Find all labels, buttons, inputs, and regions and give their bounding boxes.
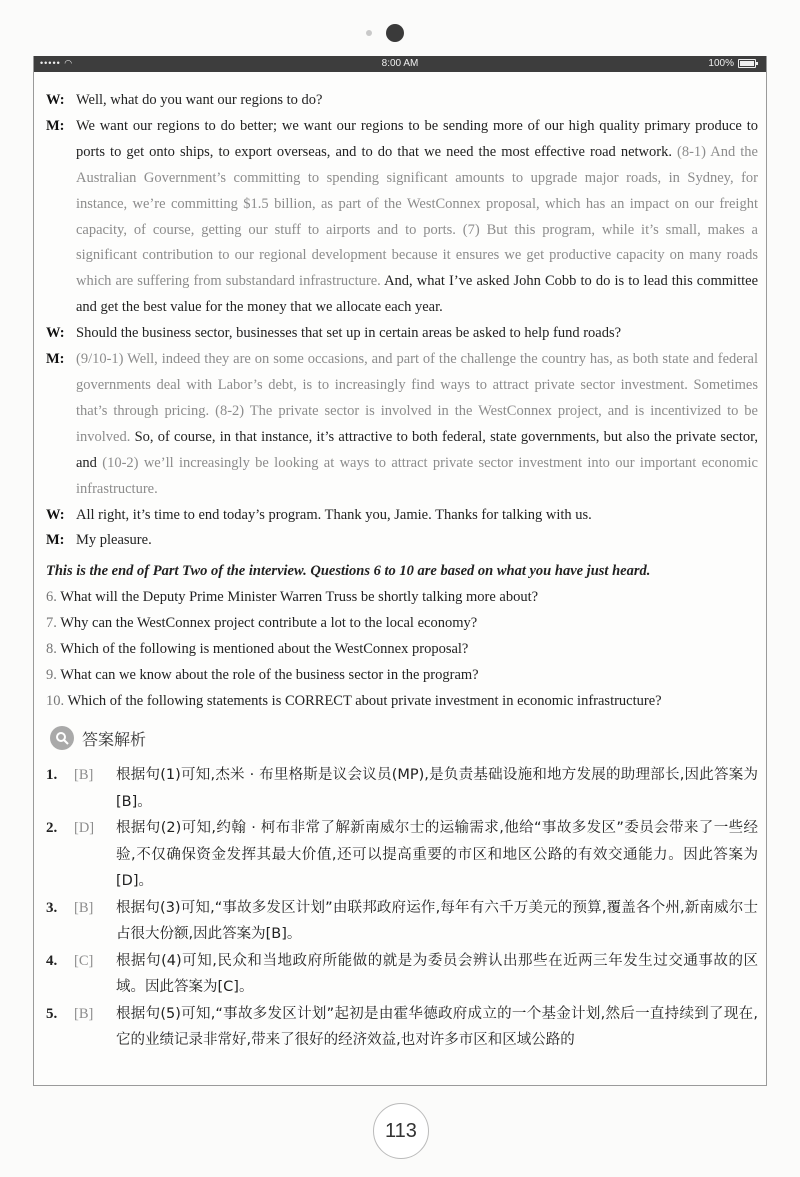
answer-item: [46, 815, 758, 895]
dialogue-text: So, of course, in that instance, it’s attractive to both federal, state governments, but also the private sector, and: [76, 428, 758, 471]
question-text: Which of the following is mentioned about the WestConnex proposal?: [60, 641, 469, 658]
dialogue-text: Should the business sector, businesses that set up in certain areas be asked to help fund roads?: [76, 325, 622, 342]
dialogue-text: (9/10-1) Well, indeed they are on some occasions, and part of the challenge the country has, as both state and federal governments deal with Labor’s debt, is to increasingly find ways to attract private sector investment. Sometimes that’s through pricing. (8-2) The private sector is involved in the WestConnex project, and is incentivized to be involved.: [76, 351, 758, 445]
dialogue-text: My pleasure.: [76, 532, 152, 549]
question-item: [46, 662, 758, 688]
dialogue-text: (10-2) we’ll increasingly be looking at ways to attract private sector investment into our important economic infrastructure.: [76, 454, 758, 497]
device-camera: [0, 22, 800, 44]
answers-title: 答案解析: [82, 729, 147, 749]
speaker-label: W:: [46, 92, 65, 108]
answer-letter: [C]: [74, 952, 94, 969]
dialogue-text: (8-1) And the Australian Government’s committing to spending significant amounts to upgrade major roads, in Sydney, for instance, we’re committing $1.5 billion, as part of the WestConnex proposal, which has an impact on our freight capacity, of course, getting our stuff to airports and to ports. (7) But this program, while it’s small, makes a significant contribution to our regional development because it ensures we get productive capacity on many roads which are suffering from substandard infrastructure.: [76, 143, 758, 290]
speaker-label: W:: [46, 325, 65, 342]
page-number: 113: [373, 1103, 429, 1159]
dialogue-text: All right, it’s time to end today’s program. Thank you, Jamie. Thanks for talking with us.: [76, 506, 592, 523]
answer-letter: [B]: [74, 899, 94, 916]
question-number: 7.: [46, 615, 57, 632]
answer-letter: [B]: [74, 1005, 94, 1022]
sensor-dot: [366, 30, 372, 36]
answer-item: [46, 948, 758, 1001]
dialogue-line: [46, 503, 758, 529]
answer-list: [46, 762, 758, 1054]
battery-percent: 100%: [708, 58, 734, 69]
answer-item: [46, 762, 758, 815]
answer-explanation: 根据句(1)可知,杰米 · 布里格斯是议会议员(MP),是负责基础设施和地方发展的助理部长,因此答案为[B]。: [116, 767, 758, 810]
dialogue-line: [46, 321, 758, 347]
speaker-label: W:: [46, 506, 65, 523]
answer-explanation: 根据句(5)可知,“事故多发区计划”起初是由霍华德政府成立的一个基金计划,然后一直持续到了现在,它的业绩记录非常好,带来了很好的经济效益,也对许多市区和区域公路的: [116, 1005, 758, 1049]
question-item: [46, 610, 758, 636]
answers-header: [46, 722, 758, 754]
dialogue-line: [46, 88, 758, 114]
answer-number: 3.: [46, 899, 58, 916]
answer-explanation: 根据句(2)可知,约翰 · 柯布非常了解新南威尔士的运输需求,他给“事故多发区”委员会带来了一些经验,不仅确保资金发挥其最大价值,还可以提高重要的市区和地区公路的有效交通能力。因此答案为[D]。: [116, 820, 758, 890]
answer-number: 2.: [46, 820, 58, 837]
answer-number: 5.: [46, 1005, 58, 1022]
dialogue-transcript: [46, 88, 758, 554]
question-text: Why can the WestConnex project contribute a lot to the local economy?: [60, 615, 478, 632]
answer-explanation: 根据句(3)可知,“事故多发区计划”由联邦政府运作,每年有六千万美元的预算,覆盖各个州,新南威尔士占很大份额,因此答案为[B]。: [116, 899, 758, 943]
answer-item: [46, 1001, 758, 1054]
answer-letter: [D]: [74, 820, 95, 837]
speaker-label: M:: [46, 117, 65, 134]
question-item: [46, 636, 758, 662]
question-list: [46, 584, 758, 714]
question-text: What will the Deputy Prime Minister Warren Truss be shortly talking more about?: [60, 589, 539, 606]
dialogue-line: [46, 528, 758, 554]
dialogue-text: And, what I’ve asked John Cobb to do is to lead this committee and get the best value for the money that we allocate each year.: [76, 273, 759, 316]
speaker-label: M:: [46, 351, 65, 368]
answer-item: [46, 895, 758, 948]
magnifier-icon: [50, 726, 74, 750]
question-text: What can we know about the role of the business sector in the program?: [60, 667, 479, 684]
wifi-icon: ◠: [64, 58, 74, 68]
battery-status: [708, 58, 756, 69]
dialogue-line: [46, 114, 758, 321]
question-number: 10.: [46, 693, 65, 710]
signal-indicator: ••••• ◠: [40, 58, 74, 68]
status-time: 8:00 AM: [381, 58, 419, 69]
part-end-note: This is the end of Part Two of the interview. Questions 6 to 10 are based on what you have just heard.: [46, 563, 651, 580]
question-number: 6.: [46, 589, 57, 606]
answer-number: 4.: [46, 952, 58, 969]
dialogue-text: Well, what do you want our regions to do?: [76, 92, 323, 108]
dialogue-line: [46, 347, 758, 502]
question-text: Which of the following statements is CORRECT about private investment in economic infrastructure?: [67, 693, 662, 710]
question-number: 9.: [46, 667, 57, 684]
battery-icon: [738, 59, 756, 68]
answer-number: 1.: [46, 767, 58, 784]
speaker-label: M:: [46, 532, 65, 549]
dialogue-text: We want our regions to do better; we want our regions to be sending more of our high quality primary produce to ports to get onto ships, to export overseas, and to do that we need the most effective road network.: [76, 117, 758, 160]
question-item: [46, 584, 758, 610]
question-number: 8.: [46, 641, 57, 658]
page-content: [46, 88, 758, 1054]
answer-letter: [B]: [74, 767, 94, 784]
camera-lens: [386, 24, 404, 42]
answer-explanation: 根据句(4)可知,民众和当地政府所能做的就是为委员会辨认出那些在近两三年发生过交通事故的区域。因此答案为[C]。: [116, 952, 758, 996]
status-bar: [34, 56, 766, 72]
device-screen: [33, 56, 767, 1086]
question-item: [46, 688, 758, 714]
